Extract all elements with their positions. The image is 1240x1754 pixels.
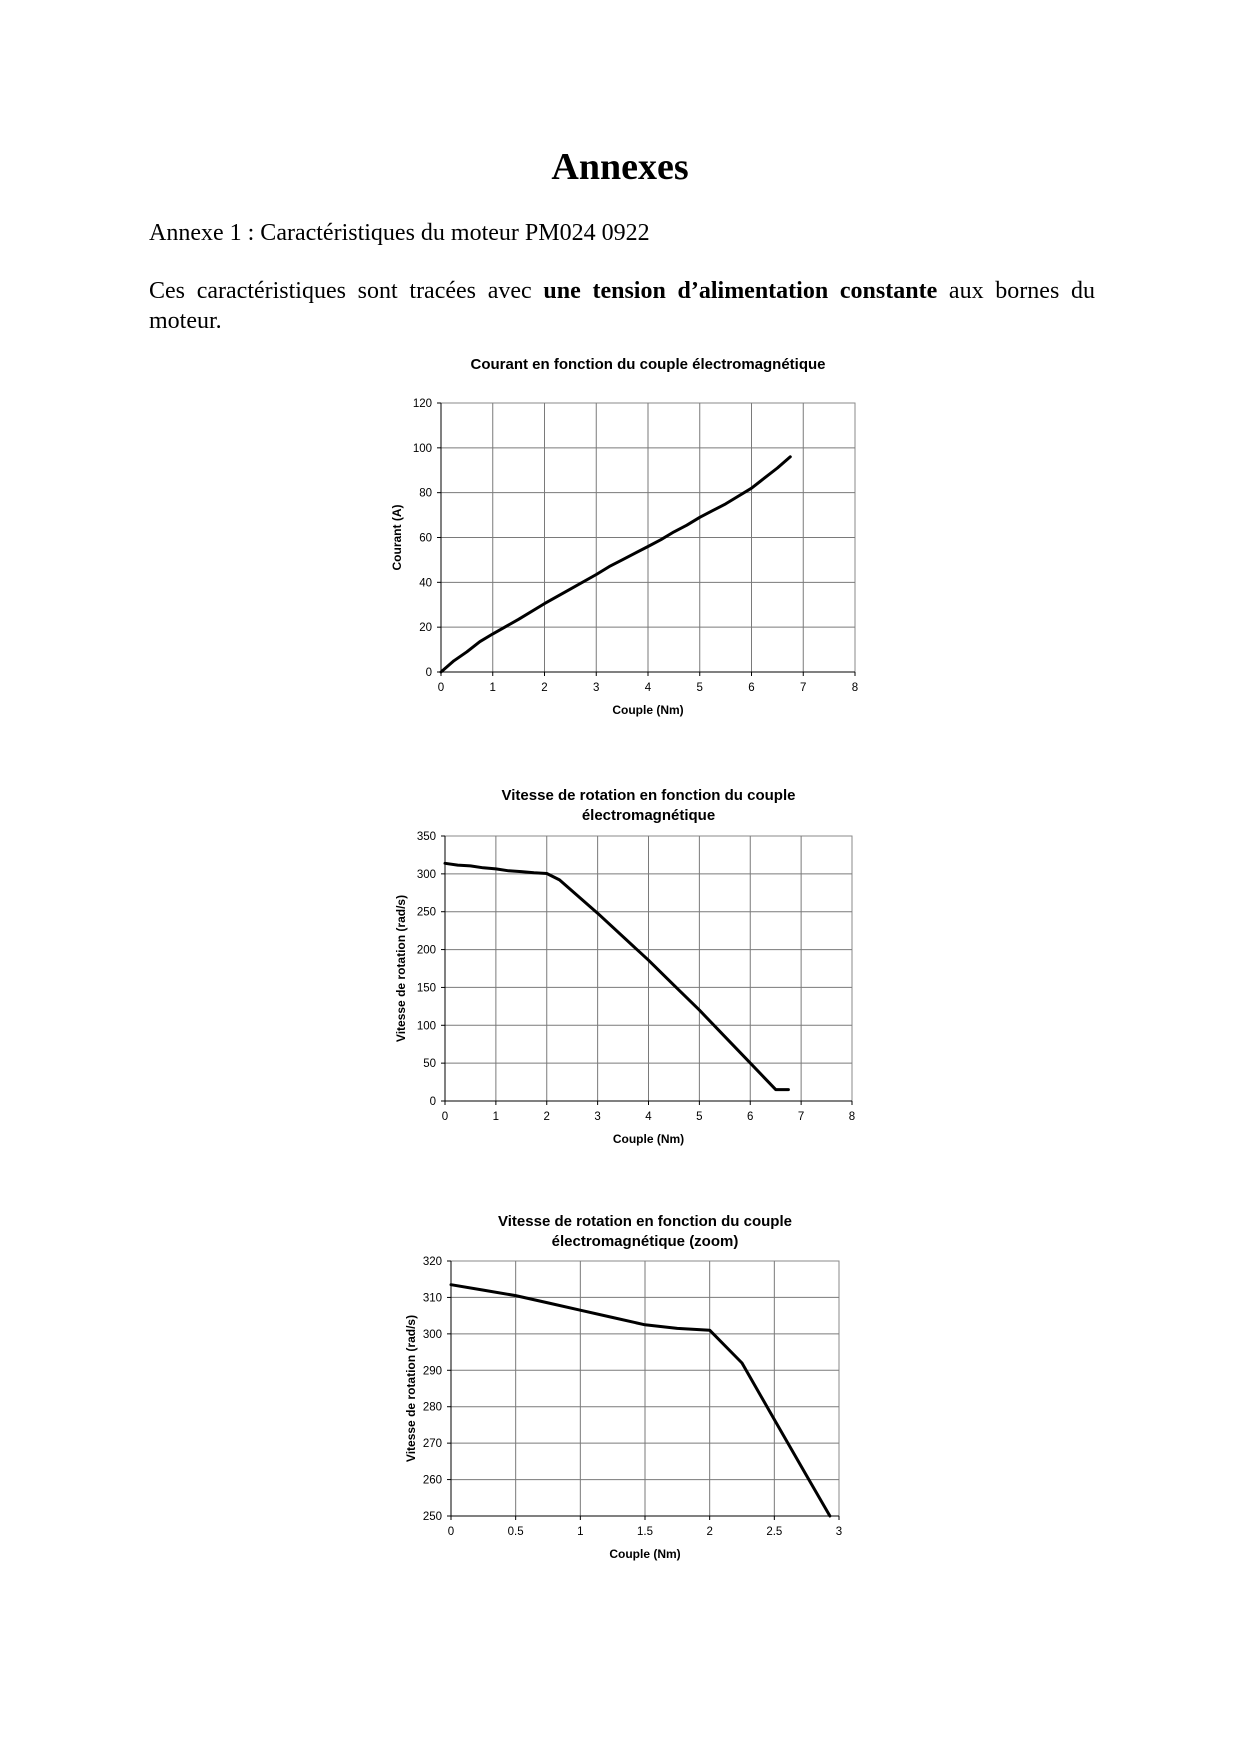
y-tick-label: 300	[422, 1328, 442, 1341]
y-tick-label: 280	[422, 1401, 442, 1414]
chart-2	[394, 787, 855, 1146]
y-tick-label: 250	[416, 906, 436, 919]
x-tick-label: 1	[489, 682, 496, 694]
intro-text-start: Ces caractéristiques sont tracées avec	[149, 278, 544, 304]
y-tick-label: 200	[416, 944, 436, 957]
x-tick-label: 0	[447, 1526, 455, 1538]
y-tick-label: 150	[416, 982, 436, 995]
y-tick-label: 260	[422, 1474, 442, 1487]
y-tick-label: 120	[412, 398, 432, 410]
chart-title: Vitesse de rotation en fonction du couple	[498, 1213, 792, 1230]
y-tick-label: 310	[422, 1292, 442, 1305]
x-axis-label: Couple (Nm)	[612, 703, 684, 717]
page-title: Annexes	[551, 146, 689, 188]
x-tick-label: 1.5	[637, 1526, 653, 1538]
x-tick-label: 1	[492, 1111, 500, 1123]
chart-1	[390, 356, 858, 717]
y-tick-label: 300	[416, 868, 436, 881]
y-tick-label: 250	[422, 1511, 442, 1523]
y-tick-label: 100	[416, 1020, 436, 1033]
y-tick-label: 0	[425, 667, 432, 679]
x-tick-label: 3	[593, 682, 600, 694]
y-tick-label: 100	[412, 442, 432, 455]
y-axis-label: Vitesse de rotation (rad/s)	[394, 894, 408, 1043]
x-tick-label: 4	[645, 1111, 652, 1123]
x-tick-label: 8	[851, 682, 859, 694]
y-tick-label: 40	[419, 577, 432, 590]
y-tick-label: 0	[429, 1096, 436, 1108]
y-tick-label: 80	[419, 487, 432, 500]
y-tick-label: 60	[419, 532, 432, 545]
x-tick-label: 2.5	[766, 1526, 783, 1538]
x-axis-label: Couple (Nm)	[609, 1547, 681, 1561]
y-tick-label: 320	[422, 1256, 442, 1268]
x-tick-label: 8	[848, 1111, 856, 1123]
chart-title: électromagnétique (zoom)	[551, 1233, 739, 1250]
x-tick-label: 0	[441, 1111, 449, 1123]
x-axis-label: Couple (Nm)	[612, 1132, 685, 1146]
x-tick-label: 2	[543, 1111, 550, 1123]
x-tick-label: 4	[644, 682, 652, 694]
y-tick-label: 290	[422, 1365, 442, 1378]
x-tick-label: 3	[594, 1111, 601, 1123]
intro-text-end: aux bornes du moteur.	[149, 278, 1095, 334]
y-tick-label: 20	[419, 622, 432, 635]
x-tick-label: 2	[541, 682, 548, 694]
x-tick-label: 1	[577, 1526, 584, 1538]
y-tick-label: 50	[423, 1058, 436, 1071]
x-tick-label: 5	[696, 1111, 703, 1123]
y-tick-label: 270	[422, 1438, 442, 1451]
x-tick-label: 5	[696, 682, 703, 694]
y-axis-label: Vitesse de rotation (rad/s)	[404, 1314, 418, 1463]
chart-title: électromagnétique	[581, 807, 716, 824]
x-tick-label: 2	[706, 1526, 713, 1538]
x-tick-label: 0.5	[507, 1526, 524, 1538]
y-axis-label: Courant (A)	[390, 504, 404, 571]
x-tick-label: 0	[437, 682, 445, 694]
x-tick-label: 7	[797, 1111, 805, 1123]
x-tick-label: 7	[800, 682, 807, 694]
annex-heading: Annexe 1 : Caractéristiques du moteur PM024 0922	[149, 220, 650, 246]
x-tick-label: 6	[748, 682, 755, 694]
x-tick-label: 6	[747, 1111, 754, 1123]
x-tick-label: 3	[835, 1526, 843, 1538]
chart-title: Courant en fonction du couple électromagnétique	[470, 356, 826, 373]
y-tick-label: 350	[416, 831, 436, 843]
chart-title: Vitesse de rotation en fonction du couple	[501, 787, 796, 804]
chart-3	[404, 1213, 842, 1561]
intro-text-bold: une tension d’alimentation constante	[543, 278, 938, 304]
